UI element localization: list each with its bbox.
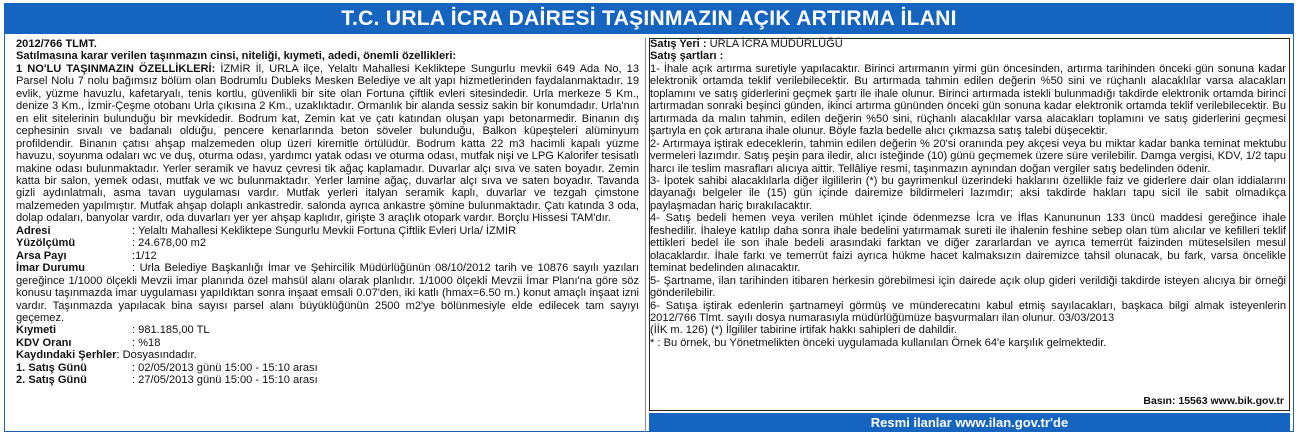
footer-link[interactable]: Resmi ilanlar www.ilan.gov.tr'de [649, 413, 1290, 432]
intro-text: Satılmasına karar verilen taşınmazın cinsi, niteliği, kıymeti, adedi, önemli özellikleri: [16, 50, 457, 63]
property-title: 1 NO'LU TAŞINMAZIN ÖZELLİKLERİ: [16, 62, 216, 75]
satis2-row: 2. Satış Günü : 27/05/2013 günü 15:00 - 15:10 arası [16, 374, 318, 387]
press-reference: Basın: 15563 www.bik.gov.tr [1143, 395, 1284, 407]
imar-durumu: İmar Durumu : Urla Belediye Başkanlığı İmar ve Şehircilik Müdürlüğünün 08/10/2012 tarih ve 10876 sayılı yazıları gereğince 1/1000 ölçekli Mevzii imar planında özel mahsül alanı olarak planlıdır. 1/1000 ölçekli Mevzii İmar Planı'na göre söz konusu taşınmazda imar uygulaması yapıldıktan sonra inşaat emsali 0.07'den, iki katlı (hmax=6.50 m.) konut amaçlı inşaat izni vardır. Taşınmazda yapılacak bina sayısı parsel alanı büyüklüğünün 2500 m2'ye bölünmesiyle elde edilecek tam sayıyı geçemez. [16, 262, 639, 324]
satis-sartlari-label: Satış şartları : [650, 50, 724, 63]
kayit-row: Kaydındaki Şerhler : Dosyasındadır. [16, 349, 197, 362]
condition-1: 1- İhale açık artırma suretiyle yapılacaktır. Birinci artırmanın yirmi gün öncesinden, artırma tarihinden önceki gün sonuna kadar elektronik ortamda teklif verilebilecektir. Bu artırmada tahmin edilen değerin %50 sini ve rüçhanlı alacaklılar varsa alacakları toplamını ve satış giderlerini geçmek şartı ile ihale olunur. Birinci artırmada istekli bulunmadığı takdirde elektronik ortamda birinci artırmadan sonraki beşinci günden, ikinci artırma gününden önceki gün sonuna kadar elektronik ortamda teklif verilebilecektir. Bu artırmada da malın tahmin, edilen değerin %50 sini, rüçhanlı alacaklılar varsa alacakları toplamını ve satış giderlerini geçmesi şartıyla en çok artırana ihale olunur. Böyle fazla bedelle alıcı çıkmazsa satış talebi düşecektir. [650, 62, 1286, 138]
condition-note: (İİK m. 126) (*) İlgililer tabirine irtifak hakkı sahipleri de dahildir. [650, 324, 958, 337]
kiymet-row: Kıymeti : 981.185,00 TL [16, 324, 210, 337]
condition-4: 4- Satış bedeli hemen veya verilen mühlet içinde ödenmezse İcra ve İflas Kanununun 133 üncü maddesi gereğince ihale feshedilir. İhaleye katılıp daha sonra ihale bedelini yatırmamak sureti ile ihalenin feshine sebep olan tüm alıcılar ve kefilleri teklif ettikleri bedel ile son ihale bedeli arasındaki farktan ve diğer zararlardan ve ayrıca temerrüt faizinden müteselsilen mesul olacaklardır. İhale farkı ve temerrüt faizi ayrıca hükme hacet kalmaksızın dairemizce tahsil olunacak, bu fark, varsa öncelikle teminat bedelinden alınacaktır. [650, 212, 1286, 275]
notice-title: T.C. URLA İCRA DAİRESİ TAŞINMAZIN AÇIK ARTIRMA İLANI [4, 3, 1294, 34]
file-number: 2012/766 TLMT. [16, 38, 97, 50]
yuzolcumu-row: Yüzölçümü : 24.678,00 m2 [16, 237, 207, 250]
footnote: * : Bu örnek, bu Yönetmelikten önceki uygulamada kullanılan Örnek 64'e karşılık gelmektedir. [650, 336, 1107, 349]
column-divider [645, 38, 646, 432]
condition-6: 6- Satışa iştirak edenlerin şartnameyi görmüş ve münderecatını kabul etmiş sayılacakları, başkaca bilgi almak isteyenlerin 2012/766 Tlmt. sayılı dosya numarasıyla müdürlüğümüze başvurmaları ilan olunur. 03/03/2013 [650, 299, 1286, 324]
property-text: İZMİR İl, URLA ilçe, Yelaltı Mahallesi Keklіktepe Sungurlu mevkii 649 Ada No, 13 Parsel Nolu 7 nolu bağımsız bölüm olan Bodrumlu Dubleks Mesken Belediye ve alt yapı hizmetlerinden faydalanmaktadır. 19 evlik, yüzme havuzlu, kafetaryalı, tenis kortlu, güvenlikli bir site olan Fortuna çiftlik evleri sitesindedir. Urla merkeze 5 Km., denize 3 Km., İzmir-Çeşme otobanı Urla çıkısına 2 Km., uzaklıktadır. Ormanlık bir alanda sessiz sakin bir konumdadır. Urla'nın en elit sitelerinin bulunduğu bir mevkidedir. Bodrum kat, Zemin kat ve çatı katından oluşan yapı betonarmedir. Binanın dış cephesinin sıvalı ve badanalı olduğu, pencere kenarlarında beton söveler bulunduğu, Balkon küpeşteleri alüminyum profildendir. Binanın çatısı ahşap malzemeden olup üzeri kiremitle örtülüdür. Bodrum katta 22 m3 hacimli kapalı yüzme havuzu, soyunma odaları wc ve duş, oturma odası, yardımcı yatak odası ve oturma odası, mutfak nişi ve LPG Kalorifer tesisatlı makine odası bulunmaktadır. Yerler seramik ve havuz çevresi tik ağaç kaplamadır. Duvarlar alçı sıva ve saten boyadır. Zemin katta bir salon, yemek odası, mutfak ve wc bulunmaktadır. Yerler lamine ağaç, duvarlar alçı sıva ve saten boyadır. Tavanda gizli aydınlatmalı, asma tavan uygulaması vardır. Mutfak yerleri italyan seramik kaplı, duvarlar ve tezgah çimstone malzemeden yapılmıştır. Mutfak ahşap dolaplı ankastredir. salonda ayrıca ankastre şömine bulunmaktadır. Çatı katında 3 oda, dolap odaları, banyolar vardır, oda duvarları yer yer ahşap kaplıdır, girişte 3 araçlık otopark vardır. Borçlu Hissesi TAM'dır. [16, 62, 639, 225]
left-column [16, 38, 639, 387]
kdv-row: KDV Oranı : %18 [16, 336, 161, 349]
adres-row: Adresi : Yelaltı Mahallesi Keklіktepe Sungurlu Mevkii Fortuna Çiftlik Evleri Urla/ İZMİR [16, 224, 517, 237]
condition-2: 2- Artırmaya iştirak edeceklerin, tahmin edilen değerin % 20'si oranında pey akçesi veya bu miktar kadar banka teminat mektubu vermeleri lazımdır. Satış peşin para iledir, alıcı isteğinde (10) günü geçmemek üzere süre verilebilir. Damga vergisi, KDV, 1/2 tapu harcı ile teslim masrafları alıcıya aittir. Tellâliye resmi, taşınmazın aynından doğan vergiler satış bedelinden ödenir. [650, 137, 1286, 175]
satis-yeri: Satış Yeri : URLA İCRA MÜDÜRLÜĞÜ [650, 38, 843, 50]
condition-5: 5- Şartname, ilan tarihinden itibaren herkesin görebilmesi için dairede açık olup gideri verildiği takdirde isteyen alıcıya bir örneği gönderilebilir. [650, 274, 1286, 300]
condition-3: 3- İpotek sahibi alacaklılarla diğer ilgililerin (*) bu gayrimenkul üzerindeki haklarını özellikle faiz ve giderlere dair olan iddialarını dayanağı belgeler ile (15) gün içinde dairemize bildirmeleri lazımdır; aksi takdirde hakları tapu sicil ile sabit olmadıkça paylaşmadan hariç bırakılacaktır. [650, 174, 1286, 212]
property-description [16, 63, 639, 225]
satis1-row: 1. Satış Günü : 02/05/2013 günü 15:00 - 15:10 arası [16, 361, 318, 374]
right-column [650, 38, 1286, 349]
arsa-payi-row: Arsa Payı :1/12 [16, 249, 157, 262]
